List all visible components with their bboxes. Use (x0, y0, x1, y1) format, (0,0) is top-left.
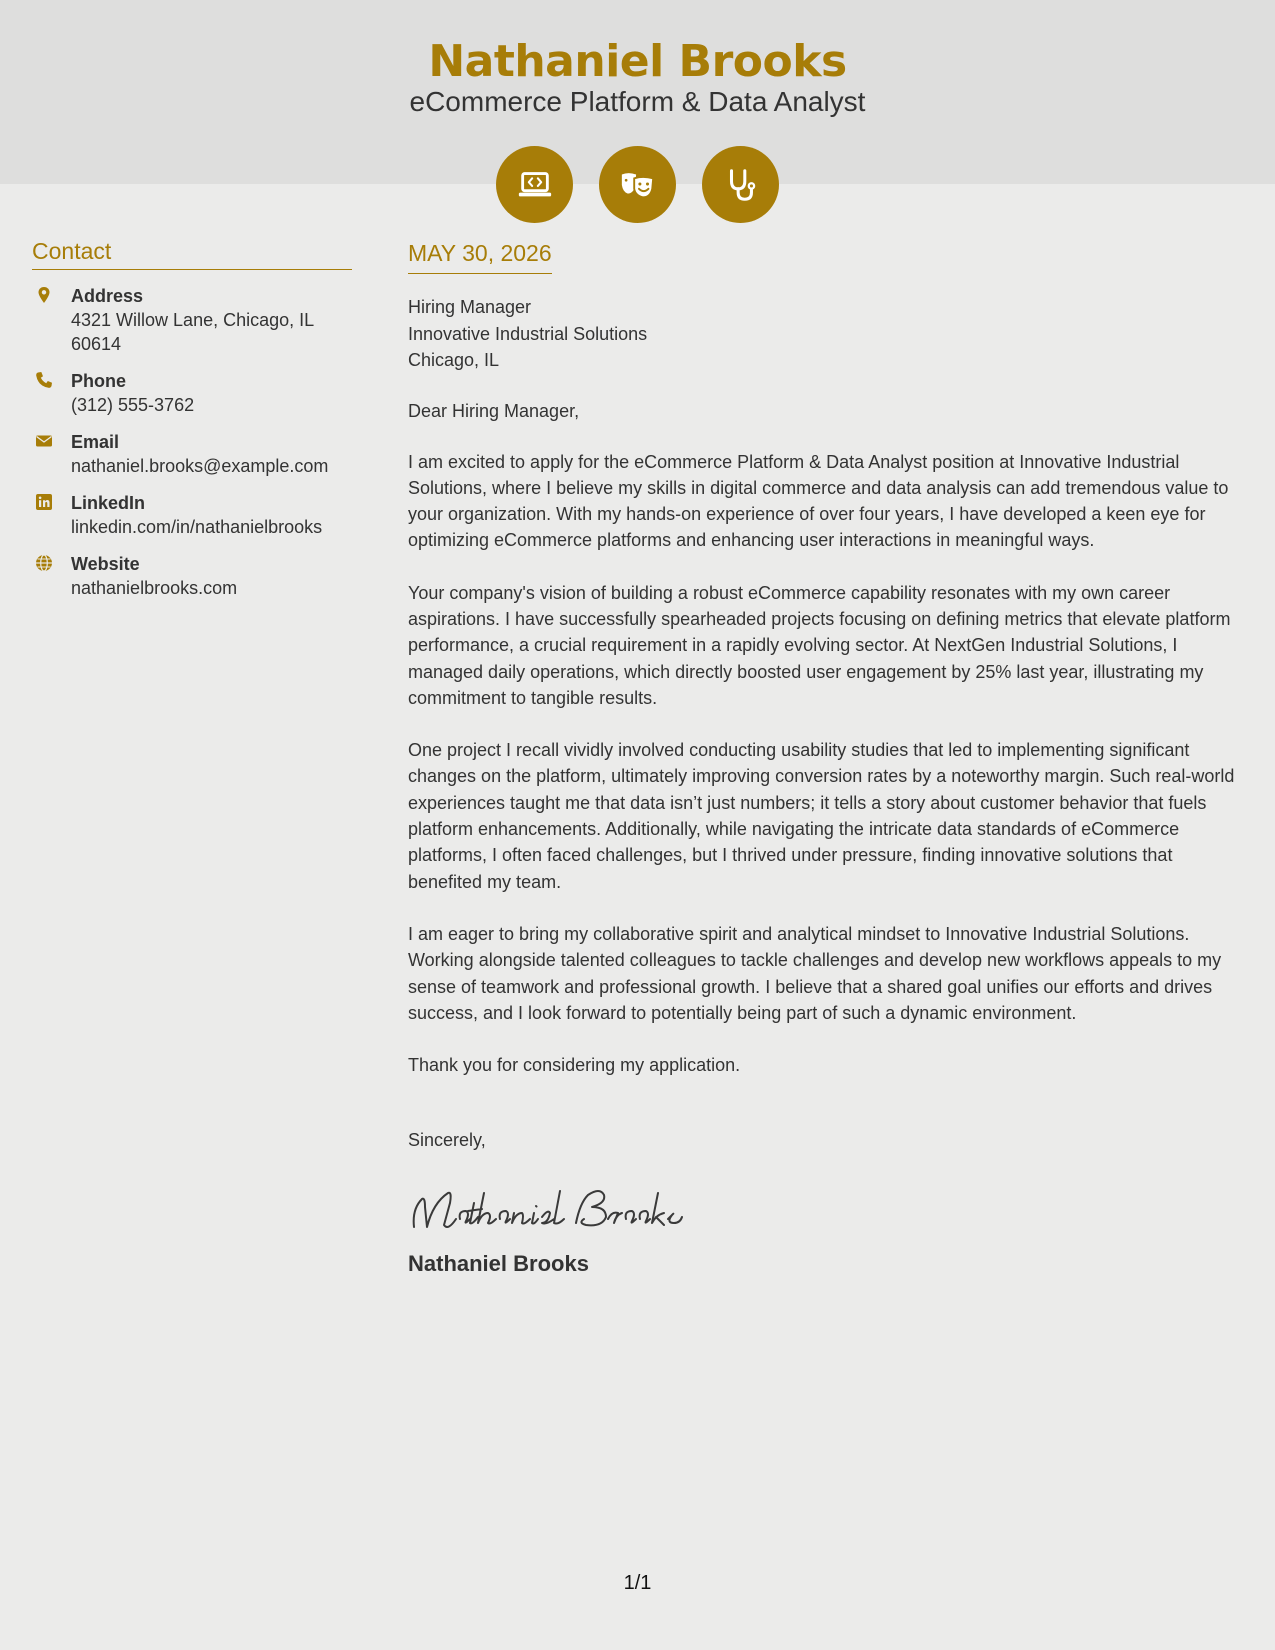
address-label: Address (71, 286, 144, 306)
laptop-code-icon (496, 146, 573, 223)
recipient-company: Innovative Industrial Solutions (408, 323, 648, 344)
letter-date: MAY 30, 2026 (408, 240, 552, 274)
address-value: 4321 Willow Lane, Chicago, IL 60614 (71, 310, 314, 354)
signed-name: Nathaniel Brooks (408, 1251, 589, 1277)
contact-website (32, 552, 352, 600)
paragraph: I am excited to apply for the eCommerce Platform & Data Analyst position at Innovative Industrial Solutions, where I believe my skills in digital commerce and data analysis can add tremendous value to your organization. With my hands-on experience of over four years, I have developed a keen eye for optimizing eCommerce platforms and enhancing user interactions in meaningful ways. (408, 451, 1229, 551)
linkedin-value[interactable]: linkedin.com/in/nathanielbrooks (71, 517, 323, 537)
website-label: Website (71, 554, 140, 574)
phone-value: (312) 555-3762 (71, 395, 195, 415)
linkedin-label: LinkedIn (71, 493, 146, 513)
recipient-location: Chicago, IL (408, 350, 500, 370)
applicant-name: Nathaniel Brooks (428, 36, 847, 87)
email-value: nathaniel.brooks@example.com (71, 456, 329, 476)
phone-label: Phone (71, 371, 127, 391)
letter-body (408, 240, 1246, 1277)
website-value[interactable]: nathanielbrooks.com (71, 578, 238, 598)
paragraph: I am eager to bring my collaborative spirit and analytical mindset to Innovative Industrial Solutions. Working alongside talented colleagues to tackle challenges and develop new workflows appeals to my sense of teamwork and professional growth. I believe that a shared goal unifies our efforts and drives success, and I look forward to potentially being part of such a dynamic environment. (408, 923, 1222, 1023)
phone-icon (35, 371, 53, 389)
applicant-role: eCommerce Platform & Data Analyst (409, 86, 866, 117)
salutation: Dear Hiring Manager, (408, 400, 580, 421)
paragraph: Thank you for considering my application. (408, 1055, 741, 1076)
theater-masks-icon (599, 146, 676, 223)
email-label: Email (71, 432, 120, 452)
contact-heading: Contact (32, 238, 352, 270)
closing: Sincerely, (408, 1130, 486, 1151)
contact-phone (32, 369, 352, 417)
paragraph: One project I recall vividly involved conducting usability studies that led to implementing significant changes on the platform, ultimately improving conversion rates by a noteworthy margin. Such real-world experiences taught me that data isn’t just numbers; it tells a story about customer behavior that fuels platform enhancements. Additionally, while navigating the intricate data standards of eCommerce platforms, I often faced challenges, but I thrived under pressure, finding innovative solutions that benefited my team. (408, 740, 1235, 892)
handwritten-signature (408, 1179, 1246, 1239)
recipient-block (408, 294, 1246, 374)
stethoscope-icon (702, 146, 779, 223)
recipient-title: Hiring Manager (408, 297, 532, 317)
contact-address (32, 284, 352, 356)
letter-paragraphs (408, 449, 1246, 1079)
envelope-icon (35, 432, 53, 450)
map-pin-icon (35, 286, 53, 304)
contact-email (32, 430, 352, 478)
globe-icon (35, 554, 53, 572)
linkedin-icon (35, 493, 53, 511)
paragraph: Your company's vision of building a robust eCommerce capability resonates with my own career aspirations. I have successfully spearheaded projects focusing on defining metrics that elevate platform performance, a crucial requirement in a rapidly evolving sector. At NextGen Industrial Solutions, I managed daily operations, which directly boosted user engagement by 25% last year, illustrating my commitment to tangible results. (408, 582, 1231, 708)
page-number: 1/1 (623, 1572, 652, 1594)
contact-sidebar (32, 238, 352, 600)
contact-linkedin (32, 491, 352, 539)
interest-icons (496, 146, 779, 223)
